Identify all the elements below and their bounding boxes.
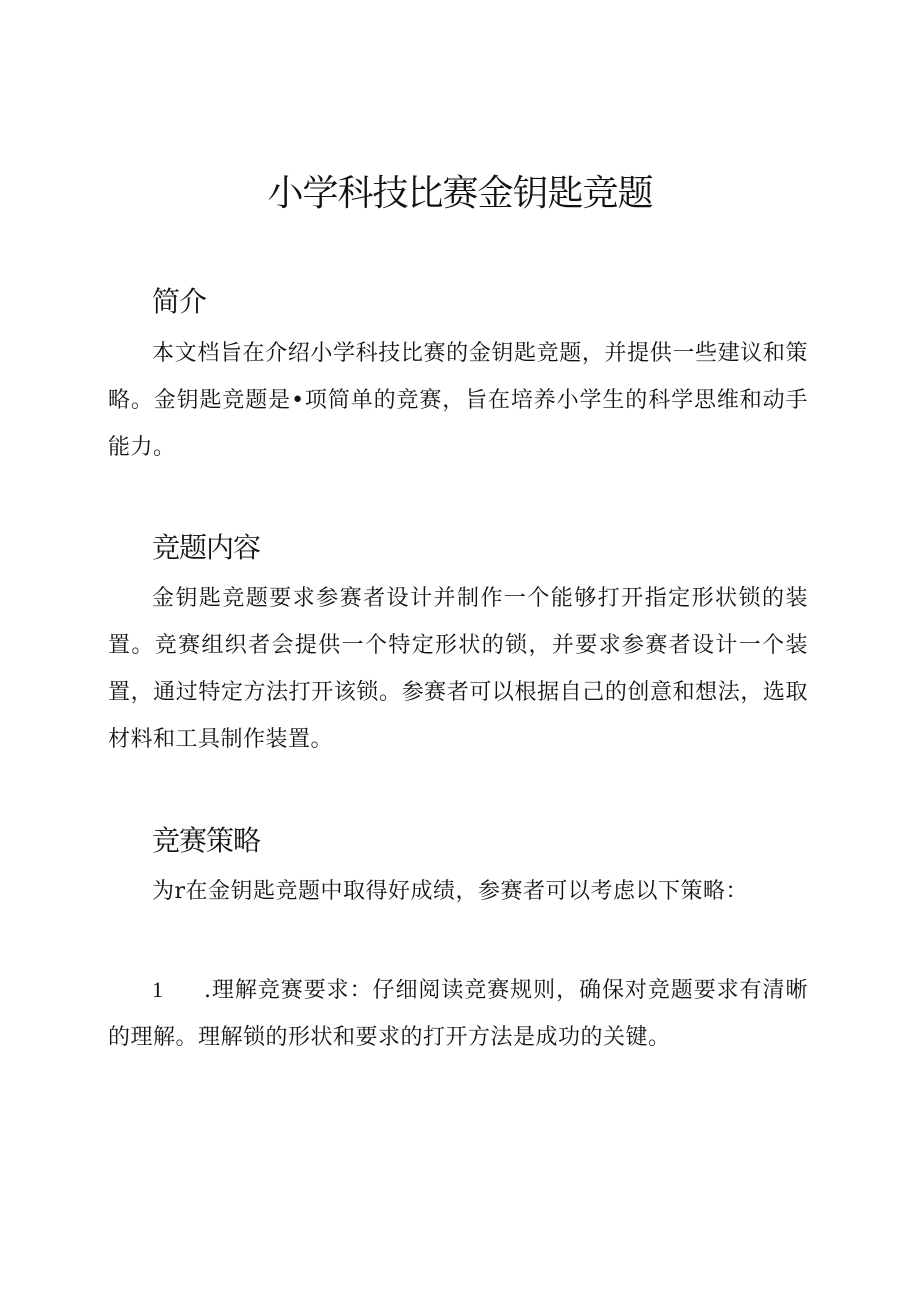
section-heading-intro: 简介 [152, 285, 207, 318]
section-heading-content: 竞题内容 [152, 531, 261, 564]
list-item-number: 1 [152, 977, 164, 1002]
intro-paragraph: 本文档旨在介绍小学科技比赛的金钥匙竞题，并提供一些建议和策略。金钥匙竞题是•项简单的竞赛，旨在培养小学生的科学思维和动手能力。 [108, 341, 808, 460]
strategy-intro-paragraph: 为r在金钥匙竞题中取得好成绩，参赛者可以考虑以下策略： [152, 879, 749, 904]
content-paragraph: 金钥匙竞题要求参赛者设计并制作一个能够打开指定形状锁的装置。竞赛组织者会提供一个特定形状的锁，并要求参赛者设计一个装置，通过特定方法打开该锁。参赛者可以根据自己的创意和想法，选取材料和工具制作装置。 [108, 586, 808, 752]
list-item [108, 966, 808, 1061]
list-item-text: .理解竞赛要求：仔细阅读竞赛规则，确保对竞题要求有清晰的理解。理解锁的形状和要求的打开方法是成功的关键。 [108, 978, 808, 1050]
document-title: 小学科技比赛金钥匙竞题 [267, 173, 653, 214]
section-heading-strategy: 竞赛策略 [152, 824, 261, 857]
